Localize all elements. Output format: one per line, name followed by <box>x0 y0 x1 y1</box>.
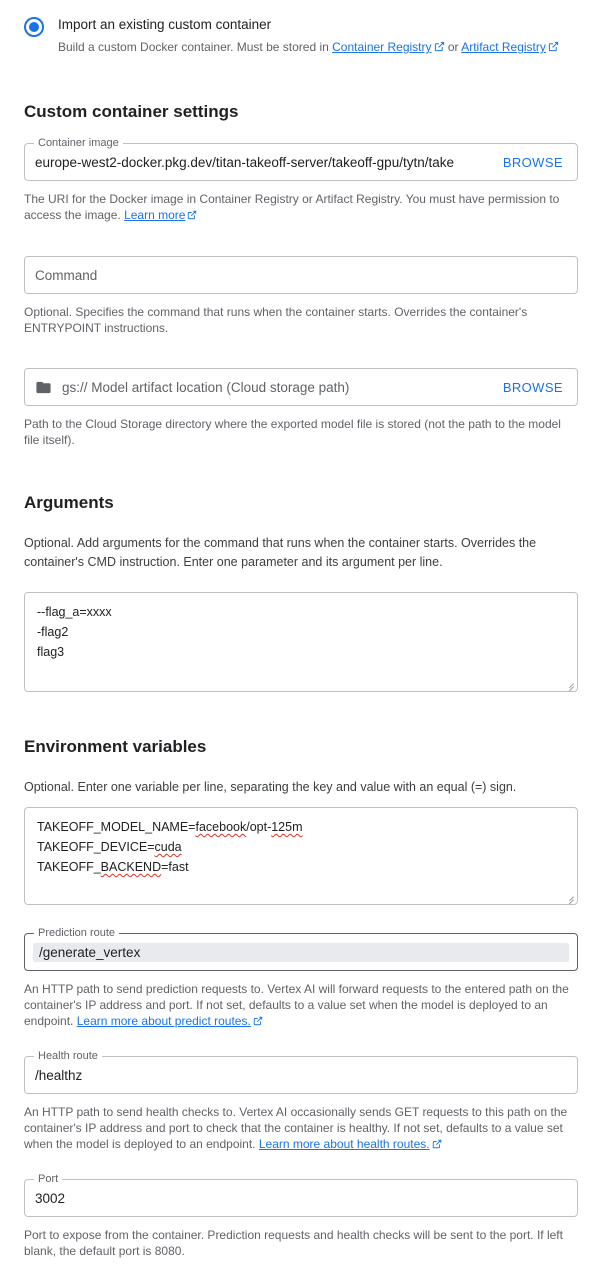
model-artifact-helper-text: Path to the Cloud Storage directory where the exported model file is stored (not the path to the model file itself). <box>24 417 561 447</box>
section-title-arguments: Arguments <box>24 493 114 512</box>
env-var-3-key-a: TAKEOFF_ <box>37 860 101 874</box>
model-artifact-location-field[interactable] <box>24 368 578 406</box>
container-image-input[interactable]: europe-west2-docker.pkg.dev/titan-takeoff-server/takeoff-gpu/tytn/take <box>35 154 454 170</box>
health-route-label: Health route <box>34 1050 102 1062</box>
env-var-2-value: cuda <box>154 840 182 854</box>
container-registry-link[interactable]: Container Registry <box>332 40 432 54</box>
gs-prefix-label: gs:// <box>62 379 88 395</box>
external-link-icon <box>548 39 559 57</box>
port-field[interactable] <box>24 1173 578 1217</box>
model-artifact-location-input[interactable] <box>52 380 495 395</box>
container-image-helper-text-body: The URI for the Docker image in Container Registry or Artifact Registry. You must have permission to access the image. <box>24 192 560 222</box>
env-var-line-1 <box>37 817 565 837</box>
env-var-1-value-b: /opt- <box>246 820 272 834</box>
prediction-route-field[interactable] <box>24 927 578 971</box>
arguments-description: Optional. Add arguments for the command that runs when the container starts. Overrides the container's CMD instruction. Enter one parameter and its argument per line. <box>24 536 537 569</box>
radio-desc-text-before: Build a custom Docker container. Must be stored in <box>58 40 333 54</box>
health-route-field[interactable] <box>24 1050 578 1094</box>
environment-variables-textarea[interactable] <box>24 807 578 905</box>
health-route-learn-more-link[interactable]: Learn more about health routes. <box>258 1137 430 1151</box>
arguments-line-3: flag3 <box>37 645 65 659</box>
env-var-3-value: =fast <box>161 860 189 874</box>
prediction-route-learn-more-link[interactable]: Learn more about predict routes. <box>76 1014 251 1028</box>
health-route-helper-body: An HTTP path to send health checks to. Vertex AI occasionally sends GET requests to this path on the container's IP address and port to check that the container is healthy. If not set, defaults to a value set when the model is deployed to an endpoint. <box>24 1105 568 1151</box>
radio-option-import-existing-container[interactable] <box>0 0 602 57</box>
radio-option-text <box>58 16 559 57</box>
artifact-registry-link[interactable]: Artifact Registry <box>461 40 546 54</box>
container-image-browse-button[interactable]: BROWSE <box>502 154 563 170</box>
section-title-environment-variables: Environment variables <box>24 737 207 756</box>
arguments-line-1: --flag_a=xxxx <box>37 605 112 619</box>
section-title-custom-container-settings: Custom container settings <box>24 102 239 121</box>
env-var-1-value-c: 125m <box>271 820 303 834</box>
prediction-route-helper-body: An HTTP path to send prediction requests to. Vertex AI will forward requests to the entered path on the container's IP address and port. If not set, defaults to a value set when the model is deployed to an endpoint. <box>24 982 569 1028</box>
command-helper-text: Optional. Specifies the command that runs when the container starts. Overrides the container's ENTRYPOINT instructions. <box>24 305 528 335</box>
container-image-field[interactable] <box>24 137 578 181</box>
radio-desc-text-middle: or <box>444 40 462 54</box>
external-link-icon <box>253 1014 263 1030</box>
folder-icon <box>35 379 52 396</box>
command-field[interactable] <box>24 256 578 294</box>
env-var-1-value-a: facebook <box>195 820 247 834</box>
radio-button-selected[interactable] <box>24 17 44 37</box>
health-route-input[interactable]: /healthz <box>35 1067 83 1083</box>
container-image-learn-more-link[interactable]: Learn more <box>124 208 186 222</box>
port-label: Port <box>34 1173 62 1185</box>
arguments-textarea-resize-handle[interactable] <box>562 676 576 690</box>
port-input[interactable]: 3002 <box>35 1190 66 1206</box>
radio-option-title: Import an existing custom container <box>58 17 272 32</box>
environment-variables-description: Optional. Enter one variable per line, separating the key and value with an equal (=) sign. <box>24 780 517 794</box>
env-var-2-key: TAKEOFF_DEVICE= <box>37 840 155 854</box>
model-artifact-placeholder: Model artifact location (Cloud storage path) <box>91 379 350 395</box>
health-route-helper-text <box>0 1104 602 1153</box>
env-var-line-3 <box>37 857 565 877</box>
env-var-3-key-b: BACKEND <box>100 860 162 874</box>
arguments-line-2: -flag2 <box>37 625 69 639</box>
model-artifact-browse-button[interactable]: BROWSE <box>502 379 563 395</box>
container-image-label: Container image <box>34 137 123 149</box>
env-var-line-2 <box>37 837 565 857</box>
external-link-icon <box>432 1137 442 1153</box>
env-var-1-key: TAKEOFF_MODEL_NAME= <box>37 820 196 834</box>
arguments-textarea[interactable] <box>24 592 578 692</box>
port-helper-text: Port to expose from the container. Prediction requests and health checks will be sent to the port. If left blank, the default port is 8080. <box>24 1228 563 1258</box>
external-link-icon <box>187 208 197 224</box>
prediction-route-input[interactable]: /generate_vertex <box>33 943 569 962</box>
container-image-helper-text <box>0 191 602 224</box>
prediction-route-helper-text <box>0 981 602 1030</box>
command-input[interactable]: Command <box>35 267 98 283</box>
external-link-icon <box>434 39 445 57</box>
environment-variables-textarea-resize-handle[interactable] <box>562 889 576 903</box>
prediction-route-label: Prediction route <box>34 927 119 939</box>
radio-option-description <box>58 38 559 57</box>
